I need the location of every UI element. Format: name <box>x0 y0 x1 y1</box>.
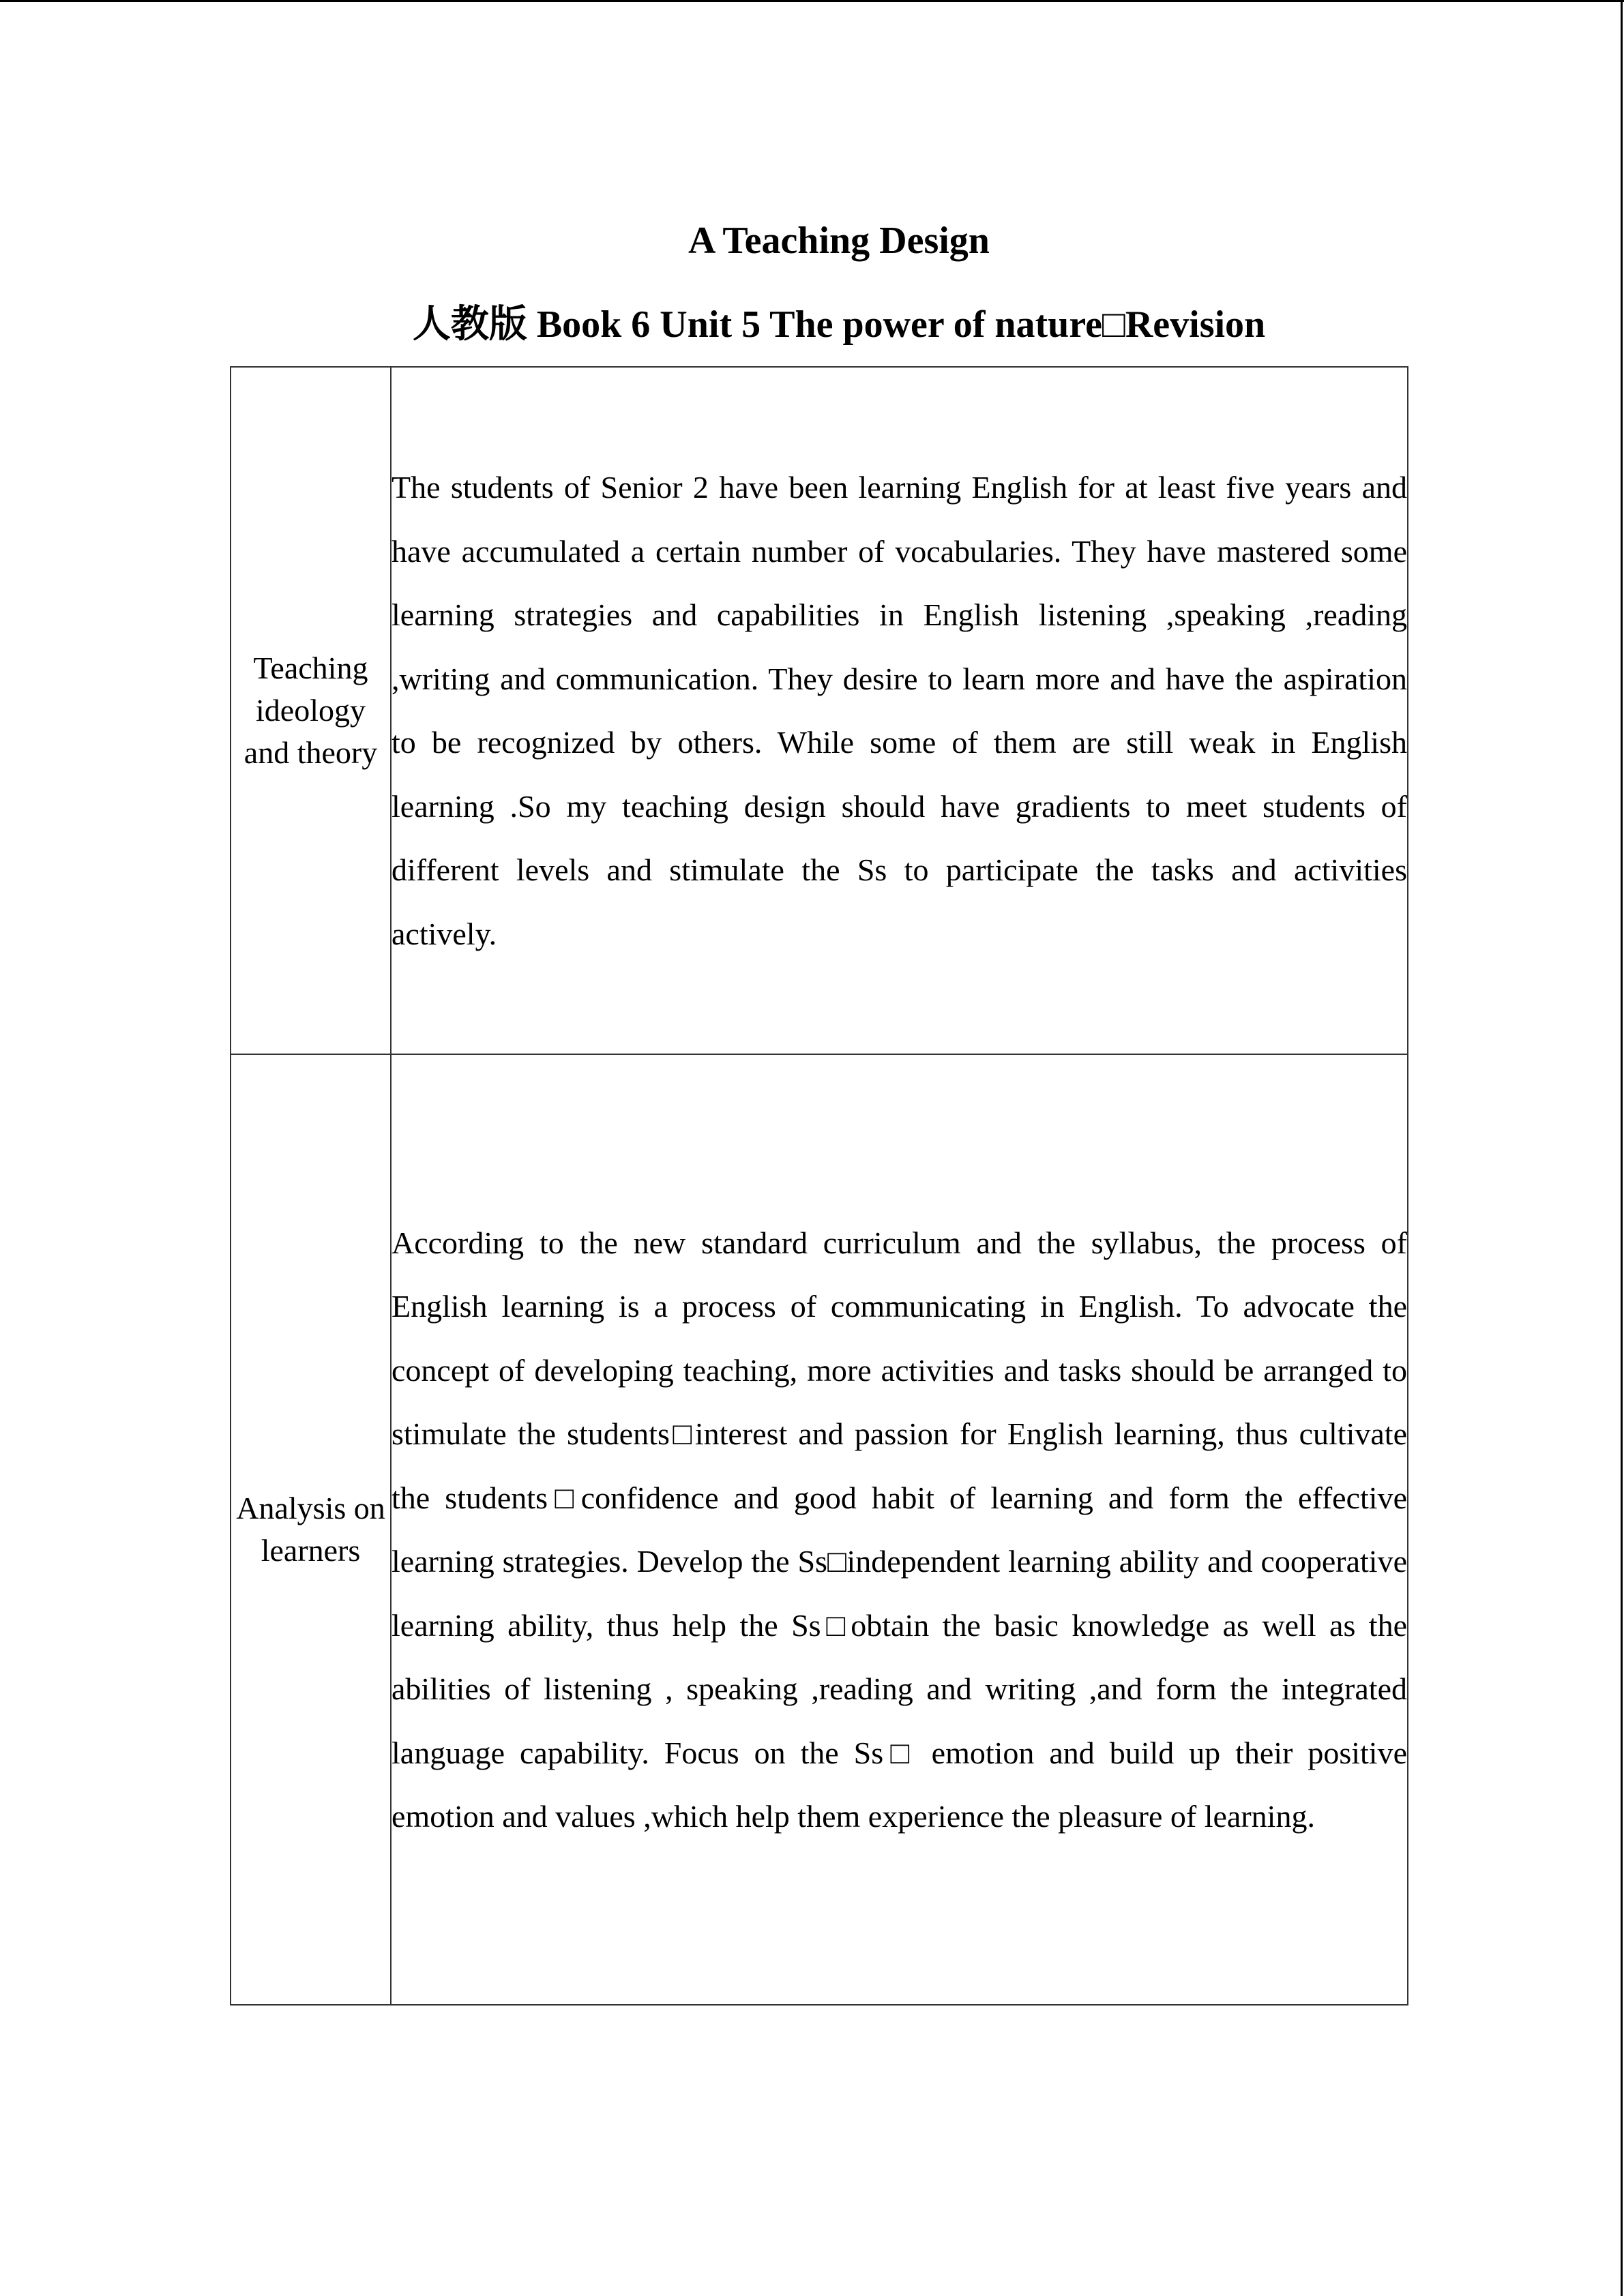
teaching-design-table <box>230 366 1408 2006</box>
document-title: A Teaching Design <box>688 220 990 262</box>
table-row <box>231 1054 1408 2005</box>
row-label-analysis-on-learners: Analysis on learners <box>231 1054 391 2005</box>
document-subtitle: 人教版 Book 6 Unit 5 The power of nature□Revision <box>412 303 1266 346</box>
page-top-border <box>0 0 1624 2</box>
row-text-analysis-on-learners: According to the new standard curriculum and the syllabus, the process of English learning is a process of communicating in English. To advocate the concept of developing teaching, more activities and tasks should be arranged to stimulate the students□interest and passion for English learning, thus cultivate the students□confidence and good habit of learning and form the effective learning strategies. Develop the Ss□independent learning ability and cooperative learning ability, thus help the Ss□obtain the basic knowledge as well as the abilities of listening , speaking ,reading and writing ,and form the integrated language capability. Focus on the Ss□ emotion and build up their positive emotion and values ,which help them experience the pleasure of learning. <box>391 1054 1408 2005</box>
row-label-teaching-ideology: Teaching ideology and theory <box>231 367 391 1054</box>
table-row <box>231 367 1408 1054</box>
row-text-teaching-ideology: The students of Senior 2 have been learning English for at least five years and have accumulated a certain number of vocabularies. They have mastered some learning strategies and capabilities in English listening ,speaking ,reading ,writing and communication. They desire to learn more and have the aspiration to be recognized by others. While some of them are still weak in English learning .So my teaching design should have gradients to meet students of different levels and stimulate the Ss to participate the tasks and activities actively. <box>391 367 1408 1054</box>
